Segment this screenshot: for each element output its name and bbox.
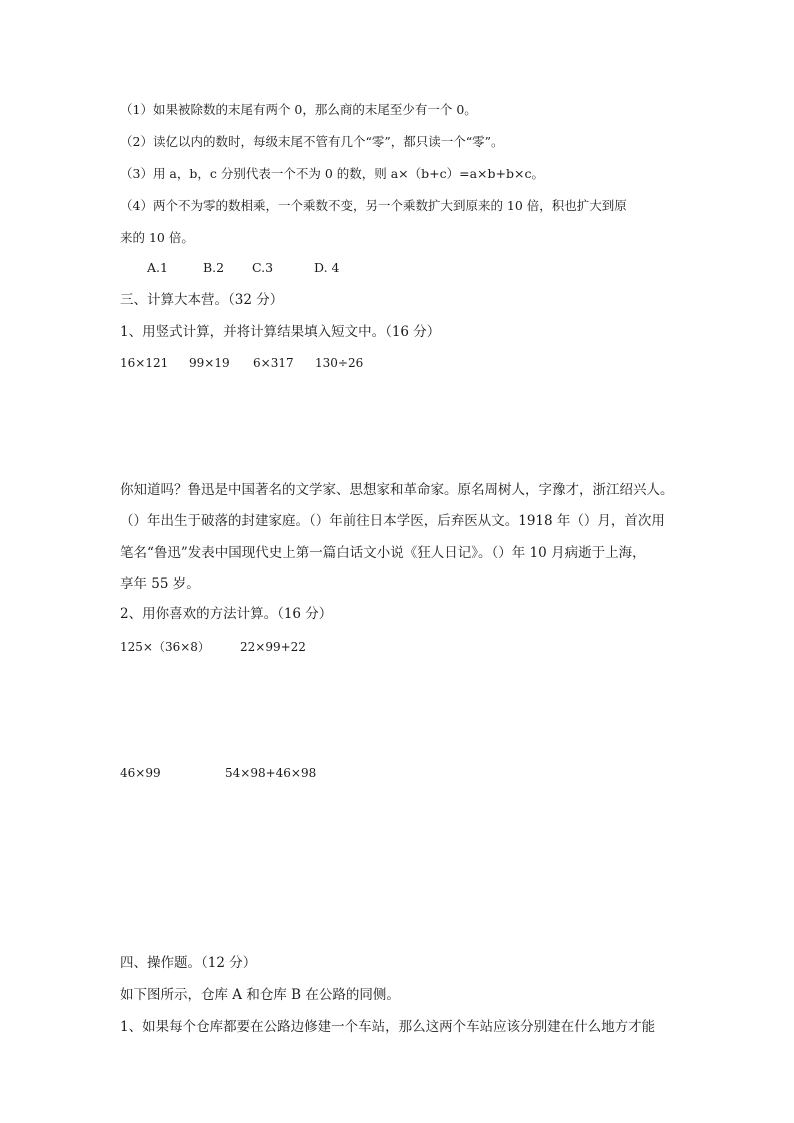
story-line-4: 享年 55 岁。 <box>120 576 200 592</box>
expression-4: 130÷26 <box>315 356 364 370</box>
option-c: C.3 <box>252 260 274 275</box>
expression-1: 16×121 <box>120 356 169 370</box>
expression-5: 125×（36×8） <box>120 640 210 654</box>
expression-7: 46×99 <box>120 766 161 780</box>
option-a: A.1 <box>147 260 168 275</box>
expression-8: 54×98+46×98 <box>225 766 317 780</box>
story-line-3: 笔名“鲁迅”发表中国现代史上第一篇白话文小说《狂人日记》。（）年 10 月病逝于上海， <box>120 545 646 561</box>
expression-2: 99×19 <box>189 356 230 370</box>
story-line-1: 你知道吗？鲁迅是中国著名的文学家、思想家和革命家。原名周树人，字豫才，浙江绍兴人。 <box>120 482 674 498</box>
judgement-item-4-line2: 来的 10 倍。 <box>120 230 194 245</box>
section-3-part-1: 1、用竖式计算，并将计算结果填入短文中。（16 分） <box>120 324 441 340</box>
option-d: D. 4 <box>314 260 340 275</box>
expression-6: 22×99+22 <box>240 640 306 654</box>
option-b: B.2 <box>203 260 225 275</box>
expression-3: 6×317 <box>253 356 294 370</box>
section-4-heading: 四、操作题。（12 分） <box>120 955 257 971</box>
judgement-item-2: （2）读亿以内的数时，每级末尾不管有几个“零”，都只读一个“零”。 <box>120 134 504 149</box>
judgement-item-4-line1: （4）两个不为零的数相乘，一个乘数不变，另一个乘数扩大到原来的 10 倍，积也扩大到原 <box>120 198 627 213</box>
judgement-item-3: （3）用 a，b，c 分别代表一个不为 0 的数，则 a×（b+c）=a×b+b×c。 <box>120 166 544 181</box>
section-4-intro: 如下图所示，仓库 A 和仓库 B 在公路的同侧。 <box>120 987 400 1003</box>
section-3-heading: 三、计算大本营。（32 分） <box>120 292 284 308</box>
section-4-question-1: 1、如果每个仓库都要在公路边修建一个车站，那么这两个车站应该分别建在什么地方才能 <box>120 1019 656 1035</box>
judgement-item-1: （1）如果被除数的末尾有两个 0，那么商的末尾至少有一个 0。 <box>120 102 477 117</box>
section-3-part-2: 2、用你喜欢的方法计算。（16 分） <box>120 606 333 622</box>
story-line-2: （）年出生于破落的封建家庭。（）年前往日本学医，后弃医从文。1918 年（）月，首次用 <box>120 513 665 529</box>
